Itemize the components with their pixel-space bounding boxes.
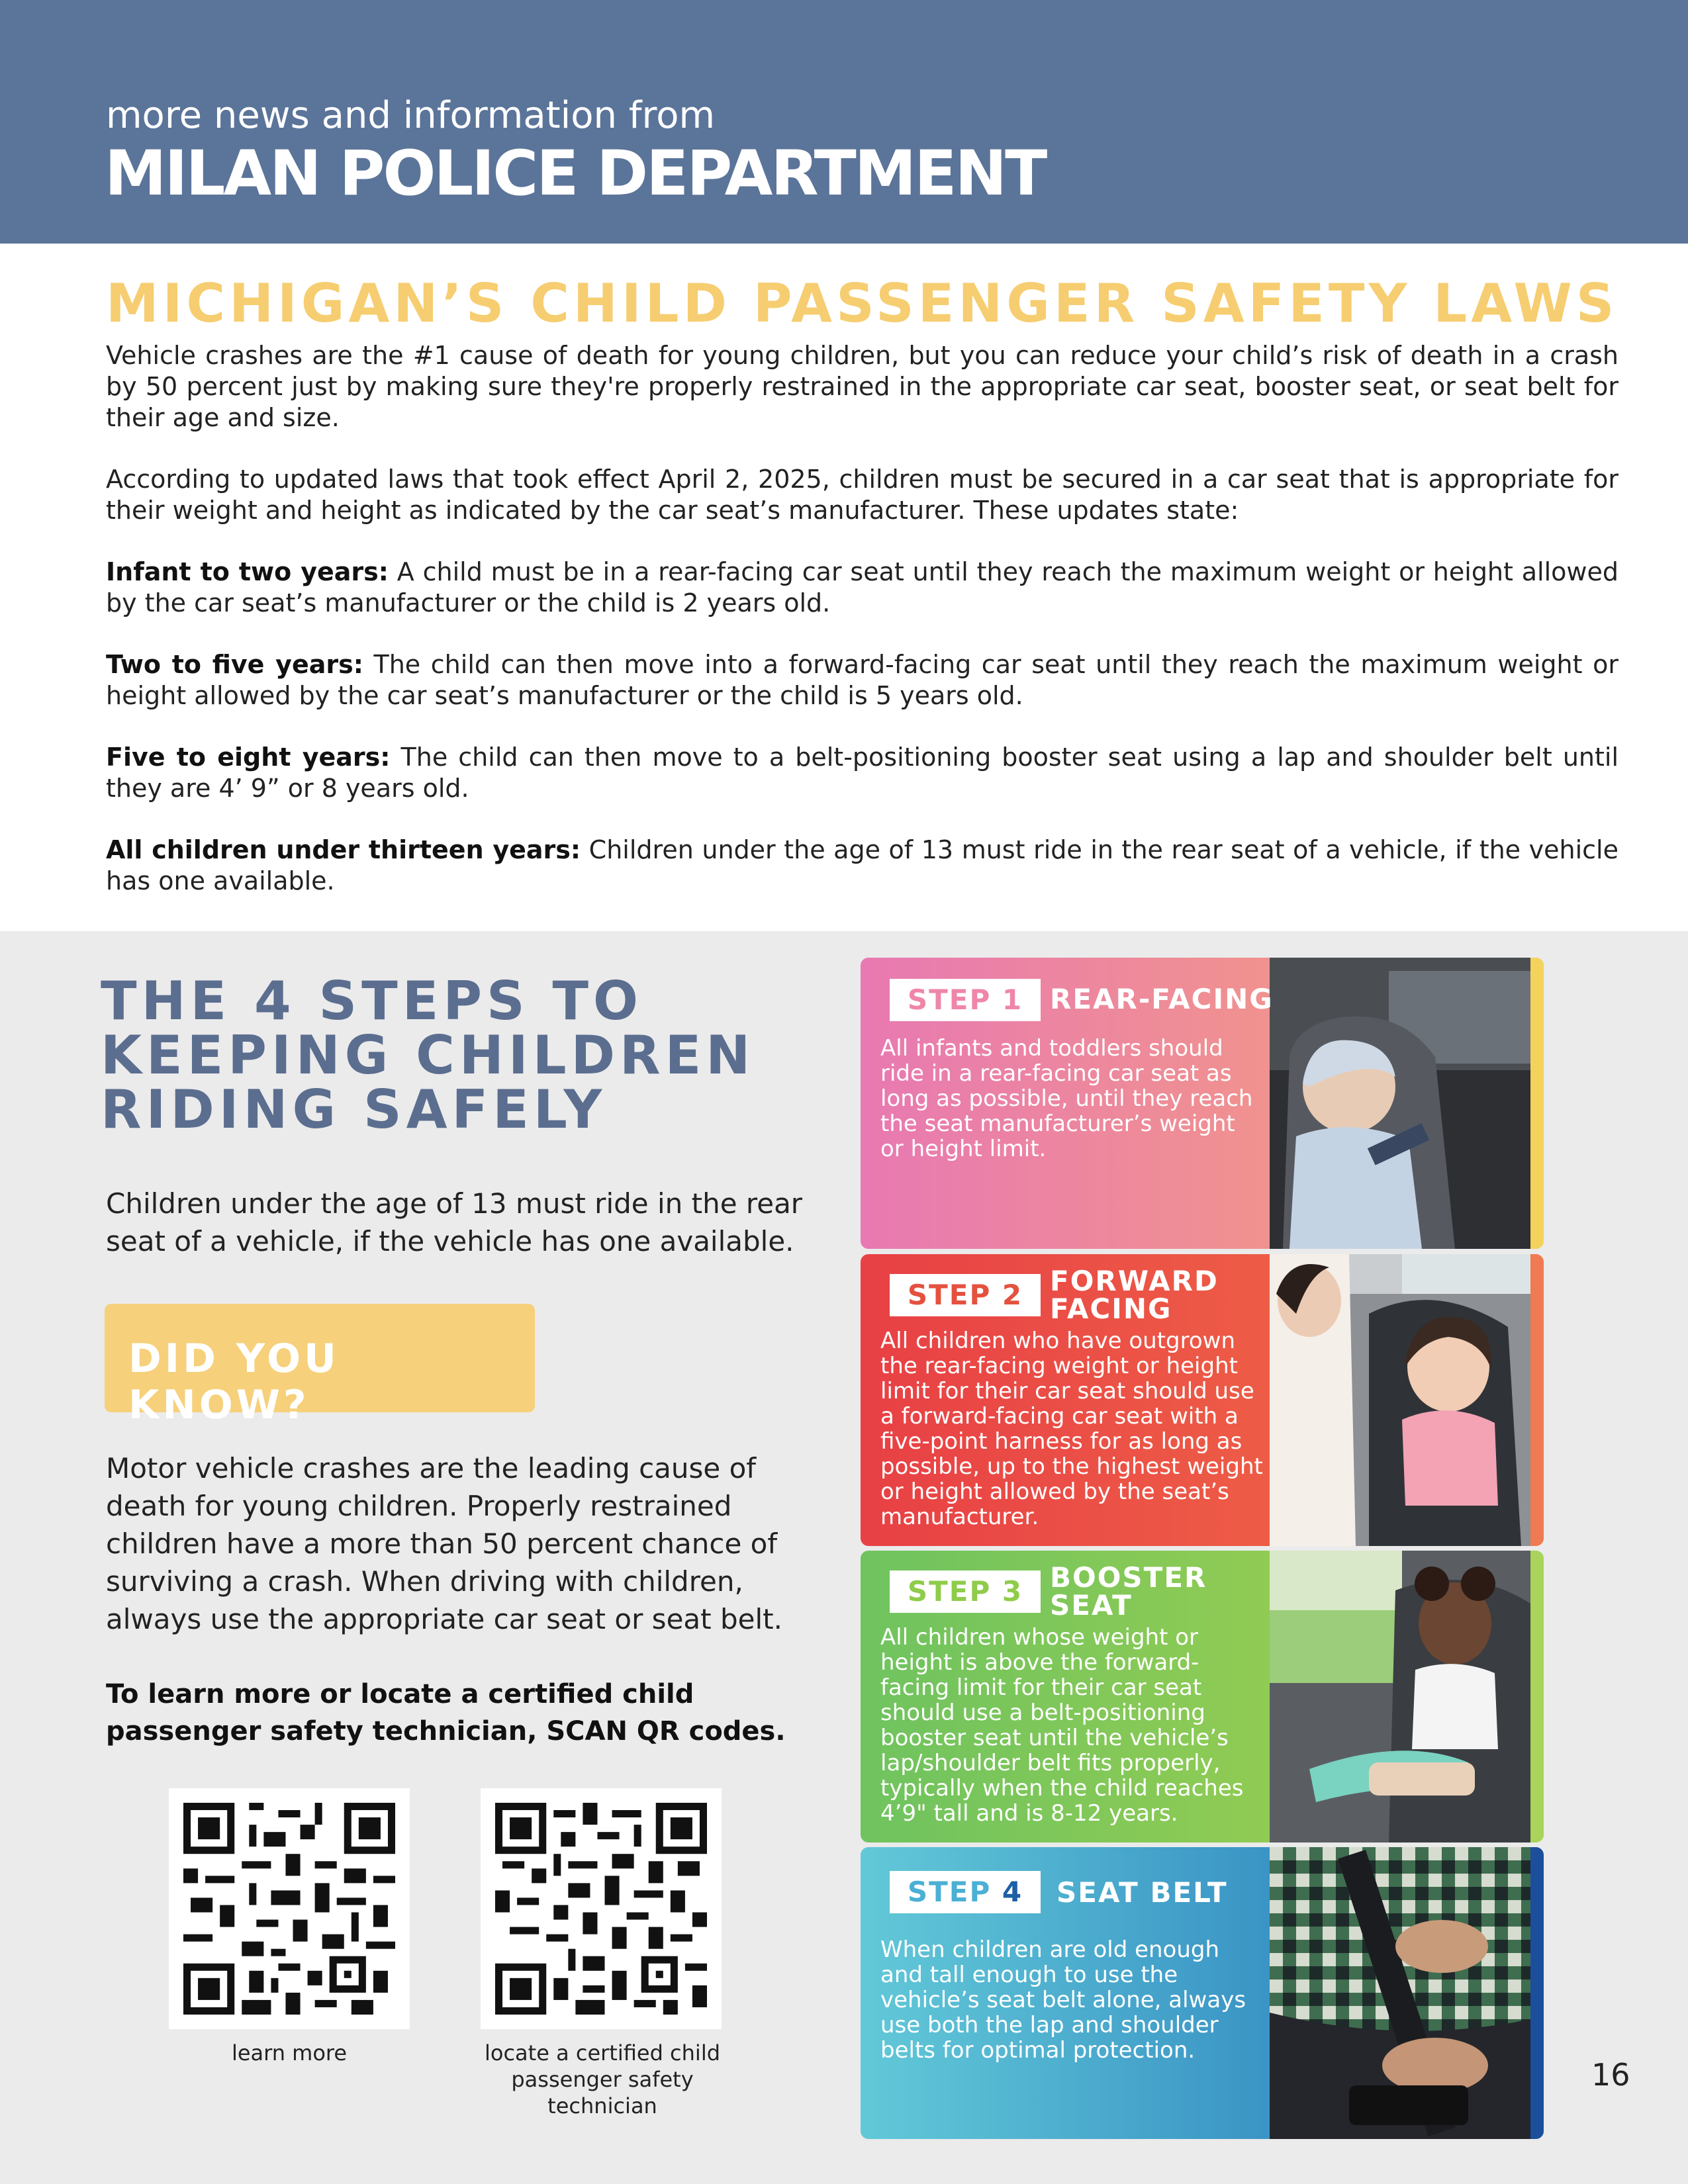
laws-body	[106, 340, 1618, 927]
step-label: STEP 3	[890, 1570, 1041, 1613]
step-card-booster-seat	[861, 1551, 1544, 1843]
law-item-text: A child must be in a rear-facing car seat until they reach the maximum weight or height allowed by the car seat’s manufacturer or the child is 2 years old.	[106, 557, 1618, 617]
step-text: When children are old enough and tall enough to use the vehicle’s seat belt alone, always use both the lap and shoulder belts for optimal protection.	[880, 1936, 1246, 2064]
department-name: MILAN POLICE DEPARTMENT	[105, 138, 1046, 210]
law-item-label: All children under thirteen years:	[106, 835, 581, 864]
laws-title: MICHIGAN’S CHILD PASSENGER SAFETY LAWS	[106, 273, 1618, 334]
law-item	[106, 557, 1618, 619]
step-name: REAR-FACING	[1050, 983, 1274, 1015]
step-text: All children whose weight or height is above the forward-facing limit for their car seat should use a belt-positioning booster seat until the vehicle’s lap/shoulder belt fits properly, typically when the child reaches 4’9" tall and is 8-12 years.	[880, 1624, 1244, 1827]
law-item-text: The child can then move into a forward-facing car seat until they reach the maximum weight or height allowed by the car seat’s manufacturer or the child is 5 years old.	[106, 650, 1618, 710]
card-edge	[1530, 1551, 1544, 1843]
law-item-label: Infant to two years:	[106, 557, 389, 586]
card-edge	[1530, 958, 1544, 1249]
header-subtitle: more news and information from	[106, 94, 716, 137]
step-label	[890, 1871, 1041, 1913]
law-item	[106, 649, 1618, 711]
did-you-know-badge	[105, 1304, 535, 1428]
seat-belt-buckling-image	[1270, 1847, 1530, 2139]
child-on-booster-seat-image	[1270, 1551, 1530, 1843]
laws-intro-2: According to updated laws that took effect April 2, 2025, children must be secured in a car seat that is appropriate for their weight and height as indicated by the car seat’s manufacturer. These updates state:	[106, 465, 1618, 525]
steps-title: THE 4 STEPS TO KEEPING CHILDREN RIDING SAFELY	[101, 970, 755, 1140]
step-name: FORWARD FACING	[1050, 1265, 1219, 1325]
forward-facing-seat-photo	[1270, 1254, 1530, 1546]
did-you-know-text: Motor vehicle crashes are the leading cause of death for young children. Properly restrained children have a more than 50 percent chance of surviving a crash. When driving with children, always use the appropriate car seat or seat belt.	[106, 1452, 782, 1635]
law-item	[106, 835, 1618, 897]
steps-intro: Children under the age of 13 must ride in the rear seat of a vehicle, if the vehicle has one available.	[106, 1187, 803, 1257]
law-item-text: Children under the age of 13 must ride in the rear seat of a vehicle, if the vehicle has one available.	[106, 835, 1618, 895]
did-you-know-label: DID YOU KNOW?	[128, 1336, 340, 1428]
qr-caption-learn-more: learn more	[231, 2040, 348, 2066]
card-edge	[1530, 1254, 1544, 1546]
step-name: BOOSTER SEAT	[1050, 1561, 1207, 1621]
law-item	[106, 742, 1618, 804]
child-in-forward-facing-seat-image	[1270, 1254, 1530, 1546]
step-text: All children who have outgrown the rear-facing weight or height limit for their car seat should use a forward-facing car seat with a five-point harness for as long as possible, up to the highest weight or height allowed by the seat’s manufacturer.	[880, 1328, 1263, 1530]
learn-more-text: To learn more or locate a certified child passenger safety technician, SCAN QR codes.	[106, 1679, 786, 1747]
infant-car-seat-photo	[1270, 958, 1530, 1249]
law-item-text: The child can then move to a belt-positioning booster seat using a lap and shoulder belt until they are 4’ 9” or 8 years old.	[106, 743, 1618, 803]
step-label-word: STEP	[907, 1876, 1002, 1908]
page-number: 16	[1591, 2057, 1630, 2093]
seat-belt-photo	[1270, 1847, 1530, 2139]
law-item-label: Five to eight years:	[106, 743, 391, 772]
law-item-label: Two to five years:	[106, 650, 363, 679]
step-card-forward-facing	[861, 1254, 1544, 1546]
step-card-seat-belt	[861, 1847, 1544, 2139]
infant-in-rear-facing-seat-image	[1270, 958, 1530, 1249]
qr-code-icon	[495, 1803, 707, 2015]
step-name: SEAT BELT	[1056, 1876, 1228, 1909]
qr-caption-locate-technician: locate a certified child passenger safety technician	[484, 2040, 721, 2118]
qr-code-icon	[183, 1803, 395, 2015]
qr-code-learn-more[interactable]	[169, 1788, 410, 2029]
laws-intro-1: Vehicle crashes are the #1 cause of death for young children, but you can reduce your child’s risk of death in a crash by 50 percent just by making sure they're properly restrained in the appropriate car seat, booster seat, or seat belt for their age and size.	[106, 341, 1618, 432]
header-banner	[0, 0, 1688, 244]
booster-seat-photo	[1270, 1551, 1530, 1843]
qr-code-locate-technician[interactable]	[481, 1788, 722, 2029]
step-card-rear-facing	[861, 958, 1544, 1249]
step-text: All infants and toddlers should ride in a rear-facing car seat as long as possible, until they reach the seat manufacturer’s weight or height limit.	[880, 1035, 1253, 1162]
step-label: STEP 1	[890, 979, 1041, 1021]
card-edge	[1530, 1847, 1544, 2139]
step-label-number: 4	[1002, 1876, 1023, 1908]
step-label: STEP 2	[890, 1274, 1041, 1316]
